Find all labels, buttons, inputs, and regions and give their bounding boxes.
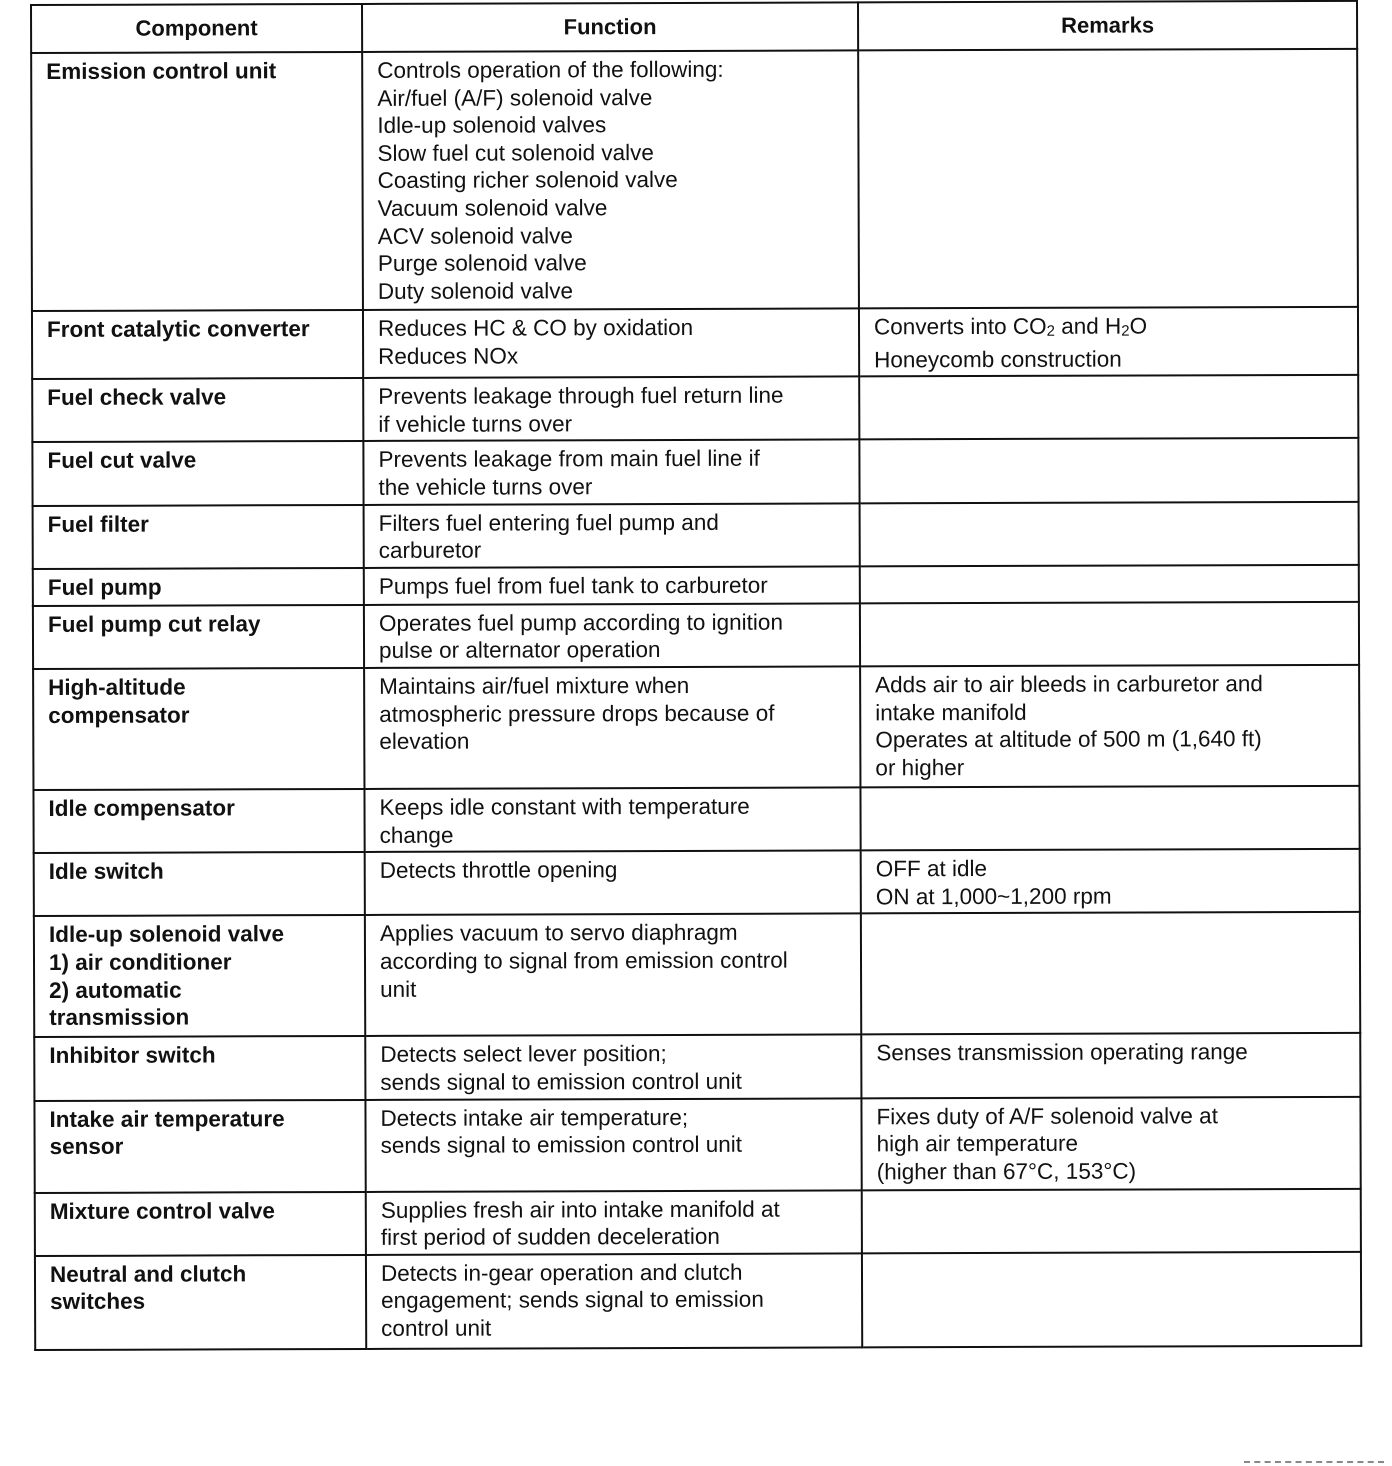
- table-row: [33, 786, 1359, 853]
- function-line: unit: [380, 976, 417, 1002]
- remarks-cell: [860, 665, 1359, 788]
- component-line: Intake air temperature: [49, 1105, 285, 1132]
- function-line: elevation: [379, 728, 470, 755]
- table-row: [32, 438, 1358, 505]
- remarks-line: OFF at idle: [875, 856, 988, 882]
- component-line: compensator: [48, 702, 190, 728]
- function-cell: [365, 1035, 861, 1100]
- function-cell: [365, 851, 861, 916]
- function-line: control unit: [381, 1315, 492, 1341]
- function-line: Detects intake air temperature;: [380, 1104, 689, 1131]
- function-line: pulse or alternator operation: [378, 637, 661, 664]
- component-function-table: [30, 0, 1362, 1351]
- component-cell: [32, 310, 363, 379]
- component-cell: [35, 1191, 366, 1255]
- function-line: Idle-up solenoid valves: [377, 112, 607, 139]
- component-line: Emission control unit: [46, 58, 277, 84]
- function-line: Supplies fresh air into intake manifold at: [380, 1196, 780, 1223]
- function-line: Applies vacuum to servo diaphragm: [379, 920, 738, 947]
- component-line: Fuel pump cut relay: [47, 611, 261, 637]
- header-function: Function: [362, 2, 858, 52]
- component-line: Mixture control valve: [49, 1197, 275, 1224]
- component-line: Fuel check valve: [47, 384, 227, 411]
- remarks-line: intake manifold: [875, 699, 1027, 725]
- function-line: Operates fuel pump according to ignition: [378, 609, 783, 636]
- remarks-cell: [862, 1188, 1361, 1253]
- remarks-cell: [860, 501, 1359, 566]
- function-cell: [364, 566, 860, 605]
- function-line: Air/fuel (A/F) solenoid valve: [377, 84, 653, 111]
- function-line: Detects in-gear operation and clutch: [380, 1259, 743, 1286]
- component-cell: [34, 915, 365, 1037]
- function-line: carburetor: [378, 537, 482, 564]
- function-cell: [365, 914, 861, 1037]
- function-line: Controls operation of the following:: [377, 56, 724, 83]
- component-line: Fuel filter: [47, 511, 149, 537]
- header-component: Component: [31, 4, 362, 53]
- component-line: Inhibitor switch: [49, 1042, 216, 1069]
- function-line: Prevents leakage through fuel return line: [378, 382, 784, 410]
- component-line: switches: [50, 1288, 146, 1315]
- header-row: [31, 1, 1357, 53]
- component-cell: [33, 568, 364, 606]
- function-cell: [364, 503, 860, 568]
- component-cell: [33, 605, 364, 669]
- remarks-cell: [859, 438, 1358, 503]
- remarks-cell: [861, 912, 1360, 1035]
- function-cell: [362, 50, 859, 310]
- function-line: Duty solenoid valve: [377, 278, 574, 304]
- remarks-line: ON at 1,000~1,200 rpm: [875, 883, 1112, 910]
- function-line: Maintains air/fuel mixture when: [379, 672, 690, 699]
- remarks-cell: [859, 375, 1358, 440]
- function-line: Pumps fuel from fuel tank to carburetor: [378, 572, 768, 599]
- remarks-line: Converts into $CO_2$ and $H_2O$: [873, 313, 1148, 340]
- scan-artifact: [1244, 1461, 1384, 1465]
- remarks-line: Operates at altitude of 500 m (1,640 ft): [875, 726, 1262, 753]
- table-row: [33, 501, 1359, 568]
- remarks-cell: [860, 565, 1359, 604]
- function-line: Slow fuel cut solenoid valve: [377, 139, 654, 166]
- function-line: Detects throttle opening: [379, 857, 618, 884]
- remarks-cell: [861, 1033, 1360, 1098]
- component-line: High-altitude: [48, 674, 186, 700]
- component-cell: [31, 52, 363, 311]
- function-cell: [364, 787, 860, 852]
- function-cell: [363, 377, 859, 442]
- remarks-cell: [862, 1252, 1361, 1348]
- table-row: [34, 849, 1360, 916]
- function-line: Reduces NOx: [378, 343, 519, 369]
- table-header: [31, 1, 1357, 53]
- remarks-cell: [860, 786, 1359, 851]
- component-line: 1) air conditioner: [48, 949, 232, 975]
- table-row: [33, 565, 1359, 606]
- component-cell: [34, 1036, 365, 1100]
- remarks-line: Fixes duty of A/F solenoid valve at: [876, 1102, 1218, 1129]
- function-cell: [365, 1098, 861, 1192]
- function-line: Reduces HC & CO by oxidation: [377, 314, 694, 341]
- remarks-line: Honeycomb construction: [874, 346, 1122, 372]
- table-row: [34, 1096, 1360, 1192]
- component-line: Neutral and clutch: [49, 1261, 247, 1287]
- function-line: the vehicle turns over: [378, 474, 593, 500]
- component-cell: [32, 378, 363, 442]
- component-line: transmission: [49, 1004, 190, 1031]
- table-row: [34, 1033, 1360, 1100]
- table-row: [35, 1252, 1361, 1350]
- remarks-line: Senses transmission operating range: [876, 1039, 1248, 1066]
- function-cell: [363, 308, 859, 378]
- function-line: engagement; sends signal to emission: [381, 1286, 764, 1314]
- table-row: [33, 665, 1359, 790]
- component-cell: [34, 1099, 365, 1192]
- table-row: [35, 1188, 1361, 1255]
- component-line: sensor: [49, 1133, 124, 1160]
- function-line: ACV solenoid valve: [377, 222, 573, 249]
- function-line: Filters fuel entering fuel pump and: [378, 509, 719, 536]
- function-line: sends signal to emission control unit: [380, 1131, 743, 1158]
- function-cell: [364, 666, 860, 789]
- function-line: first period of sudden deceleration: [380, 1223, 720, 1250]
- component-line: Fuel pump: [47, 574, 162, 600]
- table-row: [31, 49, 1358, 311]
- remarks-line: (higher than 67°C, 153°C): [876, 1158, 1137, 1185]
- remarks-cell: [858, 49, 1358, 309]
- component-cell: [34, 852, 365, 916]
- component-cell: [33, 789, 364, 853]
- function-line: sends signal to emission control unit: [380, 1068, 742, 1095]
- component-line: Idle-up solenoid valve: [48, 921, 285, 948]
- remarks-line: high air temperature: [876, 1130, 1078, 1157]
- function-line: Purge solenoid valve: [377, 250, 587, 277]
- component-line: Idle compensator: [48, 795, 235, 821]
- remarks-line: or higher: [875, 754, 965, 781]
- remarks-cell: [860, 602, 1359, 667]
- table-row: [34, 912, 1360, 1037]
- component-line: Fuel cut valve: [47, 447, 197, 474]
- function-cell: [363, 440, 859, 505]
- component-cell: [35, 1255, 366, 1350]
- component-cell: [33, 505, 364, 569]
- function-cell: [366, 1190, 862, 1255]
- function-line: Vacuum solenoid valve: [377, 195, 608, 221]
- function-line: change: [379, 822, 454, 848]
- function-line: according to signal from emission control: [379, 947, 788, 974]
- remarks-line: Adds air to air bleeds in carburetor and: [875, 671, 1263, 698]
- remarks-cell: [861, 1096, 1360, 1190]
- table-row: [32, 307, 1358, 379]
- function-line: Coasting richer solenoid valve: [377, 167, 678, 194]
- table-body: [31, 49, 1361, 1350]
- component-line: Front catalytic converter: [46, 316, 310, 342]
- function-line: Prevents leakage from main fuel line if: [378, 446, 760, 473]
- component-cell: [32, 441, 363, 505]
- function-line: Detects select lever position;: [380, 1041, 667, 1068]
- header-remarks: Remarks: [858, 1, 1357, 51]
- table-row: [33, 602, 1359, 669]
- function-cell: [364, 603, 860, 668]
- component-line: 2) automatic: [49, 977, 182, 1003]
- function-line: Keeps idle constant with temperature: [379, 793, 750, 820]
- function-line: if vehicle turns over: [378, 411, 573, 437]
- table-row: [32, 375, 1358, 442]
- function-cell: [366, 1253, 862, 1349]
- component-line: Idle switch: [48, 858, 164, 885]
- remarks-cell: [859, 307, 1358, 377]
- remarks-cell: [861, 849, 1360, 914]
- component-cell: [33, 668, 364, 790]
- function-line: atmospheric pressure drops because of: [379, 700, 775, 727]
